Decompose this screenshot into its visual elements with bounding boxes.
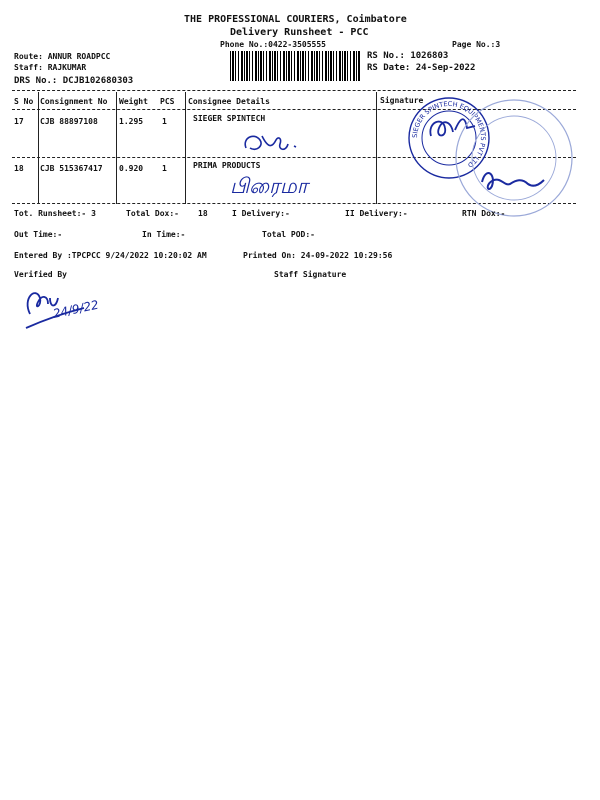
total-dox-label: Total Dox:-	[126, 209, 179, 218]
drs-number: DRS No.: DCJB102680303	[14, 76, 134, 86]
staff-signature: Staff Signature	[274, 270, 347, 279]
row-pcs: 1	[162, 164, 167, 173]
i-delivery: I Delivery:-	[232, 209, 290, 218]
entered-by: Entered By :TPCPCC 9/24/2022 10:20:02 AM	[14, 251, 207, 260]
phone-number: Phone No.:0422-3505555	[220, 40, 326, 49]
row18-signature	[478, 160, 548, 200]
receiver-signature-row17	[238, 130, 318, 158]
page-number: Page No.:3	[452, 40, 501, 49]
row-consignment: CJB 515367417	[40, 164, 103, 173]
printed-on: Printed On: 24-09-2022 10:29:56	[243, 251, 393, 260]
column-divider	[376, 92, 377, 204]
out-time: Out Time:-	[14, 230, 63, 239]
row-weight: 1.295	[119, 117, 144, 126]
column-divider	[185, 92, 186, 204]
column-divider	[116, 92, 117, 204]
row-consignment: CJB 88897108	[40, 117, 98, 126]
tot-runsheet: Tot. Runsheet:- 3	[14, 209, 96, 218]
col-header-sno: S No	[14, 97, 34, 106]
col-header-signature: Signature	[380, 96, 424, 105]
row-pcs: 1	[162, 117, 167, 126]
row-sno: 18	[14, 164, 24, 173]
col-header-pcs: PCS	[160, 97, 175, 106]
rs-number: RS No.: 1026803	[367, 51, 449, 61]
col-header-consignment: Consignment No	[40, 97, 108, 106]
ii-delivery: II Delivery:-	[345, 209, 408, 218]
verifier-date: 24/9/22	[51, 297, 100, 321]
total-pod: Total POD:-	[262, 230, 315, 239]
faded-stamp	[452, 96, 576, 220]
in-time: In Time:-	[142, 230, 186, 239]
total-dox-value: 18	[198, 209, 208, 218]
route-label: Route: ANNUR ROADPCC	[14, 52, 111, 61]
rtn-dox: RTN Dox:-	[462, 209, 506, 218]
receiver-name-row18: பிரைமா	[230, 174, 308, 198]
company-name: THE PROFESSIONAL COURIERS, Coimbatore	[184, 14, 407, 25]
verifier-signature	[20, 284, 110, 336]
row-sno: 17	[14, 117, 24, 126]
row-weight: 0.920	[119, 164, 144, 173]
rs-date: RS Date: 24-Sep-2022	[367, 63, 476, 73]
document-title: Delivery Runsheet - PCC	[230, 27, 369, 38]
stamp-text: SIEGER SPINTECH EQUIPMENTS PVT LTD	[410, 99, 488, 170]
barcode	[230, 51, 360, 81]
verified-by: Verified By	[14, 270, 67, 279]
col-header-weight: Weight	[119, 97, 148, 106]
row-consignee: SIEGER SPINTECH	[193, 114, 266, 123]
row-consignee: PRIMA PRODUCTS	[193, 161, 261, 170]
table-top-rule	[12, 90, 576, 91]
col-header-consignee: Consignee Details	[188, 97, 270, 106]
column-divider	[38, 92, 39, 204]
staff-label: Staff: RAJKUMAR	[14, 63, 87, 72]
